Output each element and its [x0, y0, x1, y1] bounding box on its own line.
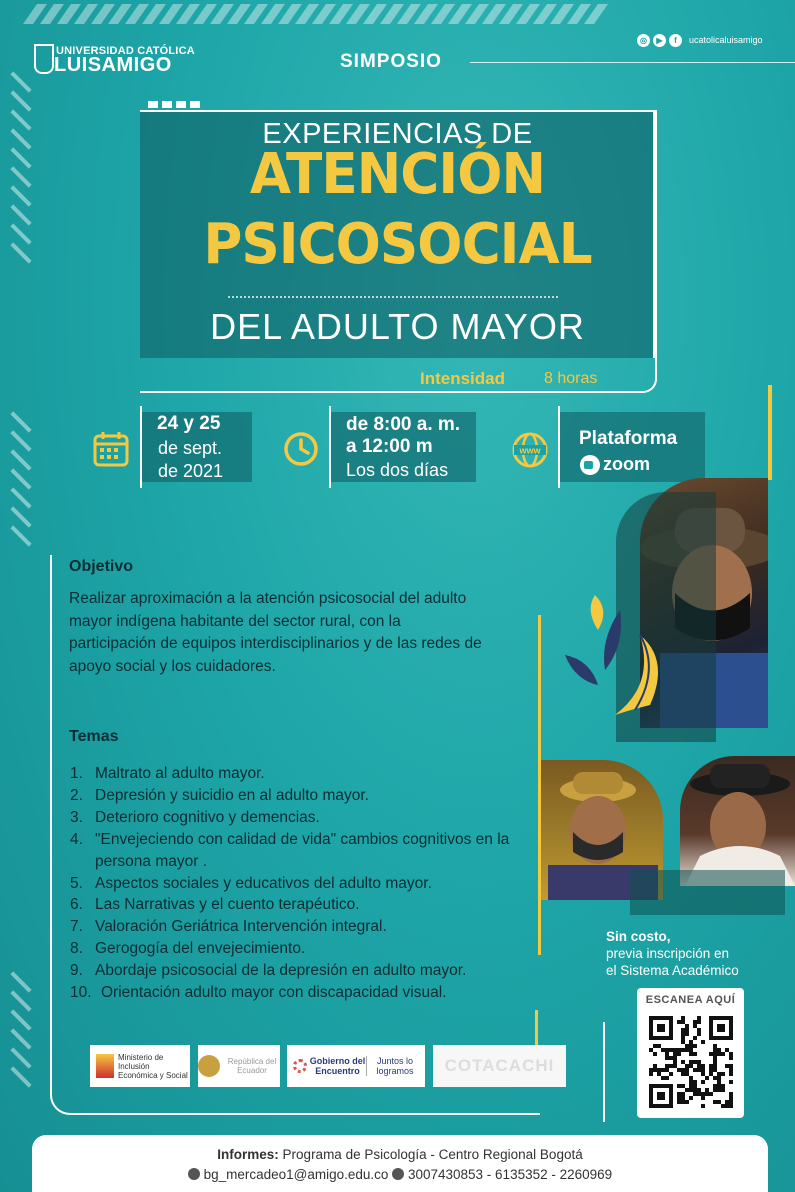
topic-number: 1.: [70, 765, 83, 782]
topic-number: 5.: [70, 874, 83, 892]
topic-item: [70, 894, 540, 916]
topics-heading: Temas: [69, 728, 119, 745]
sponsor-republica: [198, 1045, 280, 1087]
stripe-decoration: [10, 525, 31, 546]
svg-text:www: www: [519, 445, 541, 456]
qr-code-icon[interactable]: [649, 1016, 733, 1113]
time-line2: a 12:00 m: [346, 436, 433, 457]
intensity-label: Intensidad: [420, 369, 506, 388]
stripe-decoration: [10, 430, 31, 451]
sponsor-cotacachi: [433, 1045, 566, 1087]
stripe-decoration: [10, 204, 31, 225]
topics-list: [70, 763, 540, 1004]
topic-number: 2.: [70, 786, 83, 804]
title-dots-decoration: [148, 101, 200, 108]
sponsor-republica-label: República del Ecuador: [227, 1057, 277, 1075]
stripe-decoration: [10, 468, 31, 489]
social-handle: ucatolicaluisamigo: [689, 35, 763, 45]
ministerio-emblem-icon: [96, 1054, 114, 1078]
title-line3: PSICOSOCIAL: [203, 212, 592, 277]
sponsor-juntos-label: Juntos lo logramos: [366, 1056, 420, 1076]
university-logo: [34, 44, 195, 76]
topic-item: [70, 938, 540, 960]
time-line1: de 8:00 a. m.: [346, 414, 461, 435]
date-divider: [140, 406, 142, 488]
topic-number: 10.: [70, 984, 92, 1002]
qr-panel[interactable]: [637, 988, 744, 1118]
phone-icon: [392, 1168, 404, 1180]
topic-number: 8.: [70, 940, 83, 958]
title-dotted-divider: [228, 296, 558, 298]
footer: [32, 1135, 768, 1192]
registration-line3: el Sistema Académico: [606, 963, 739, 978]
footer-contact-line: [32, 1167, 768, 1182]
topic-text: Las Narrativas y el cuento terapéutico.: [95, 896, 360, 914]
stripe-decoration: [10, 90, 31, 111]
topic-text: Deterioro cognitivo y demencias.: [95, 808, 320, 826]
topic-text: Aspectos sociales y educativos del adulto mayor.: [95, 874, 432, 892]
topic-text: Depresión y suicidio en al adulto mayor.: [95, 786, 369, 804]
topic-text: Abordaje psicosocial de la depresión en adulto mayor.: [95, 962, 467, 980]
topic-text: Maltrato al adulto mayor.: [95, 765, 265, 782]
stripe-decoration: [10, 506, 31, 527]
video-camera-icon: [580, 455, 600, 475]
stripe-decoration: [10, 971, 31, 992]
email-icon: [188, 1168, 200, 1180]
stripe-decoration: [10, 223, 31, 244]
accent-bar-right: [768, 385, 772, 480]
clock-icon: [282, 430, 320, 473]
photo-strip-teal: [630, 870, 785, 915]
sponsor-ministerio: [90, 1045, 190, 1087]
event-type: SIMPOSIO: [340, 51, 442, 72]
title-line2: ATENCIÓN: [249, 142, 546, 207]
ecuador-shield-icon: [198, 1055, 220, 1077]
topic-number: 7.: [70, 918, 83, 936]
stripe-decoration: [10, 185, 31, 206]
stripe-decoration: [10, 1066, 31, 1087]
date-line2: de sept.: [158, 438, 223, 458]
stripe-decoration: [10, 487, 31, 508]
registration-line2: previa inscripción en: [606, 946, 730, 961]
topic-item: [70, 807, 540, 829]
left-stripes-bottom: [0, 980, 40, 1100]
sponsor-cotacachi-label: COTACACHI: [444, 1056, 555, 1075]
footer-phones[interactable]: 3007430853 - 6135352 - 2260969: [407, 1167, 613, 1182]
topic-item: [70, 763, 540, 785]
stripe-decoration: [10, 242, 31, 263]
left-stripes-top: [0, 80, 40, 270]
topic-number: 9.: [70, 962, 83, 980]
sponsor-gobierno-label: Gobierno del Encuentro: [309, 1056, 366, 1076]
accent-bar-qr: [603, 1022, 605, 1122]
qr-label: ESCANEA AQUÍ: [645, 994, 736, 1006]
time-line3: Los dos días: [346, 460, 449, 480]
footer-info-line: [32, 1147, 768, 1162]
topic-text: Orientación adulto mayor con discapacidad visual.: [101, 984, 447, 1002]
topic-text: Gerogogía del envejecimiento.: [95, 940, 306, 958]
time-divider: [329, 406, 331, 488]
topic-number: 3.: [70, 808, 83, 826]
objective-heading: Objetivo: [69, 558, 134, 575]
topic-item: [70, 829, 540, 873]
header-divider: [470, 62, 795, 63]
stripe-decoration: [10, 166, 31, 187]
facebook-icon[interactable]: f: [669, 34, 682, 47]
topic-number: 6.: [70, 896, 83, 914]
zoom-logo: [580, 454, 650, 475]
objective-text: Realizar aproximación a la atención psicosocial del adulto mayor indígena habitante del sector rural, con la participación de equipos interdisciplinarios y de las redes de apoyo social y los cuidadores.: [69, 590, 482, 675]
platform-divider: [558, 406, 560, 488]
photo-elder-woman: [680, 756, 795, 886]
university-name-line2: LUISAMIGO: [54, 54, 172, 76]
topic-text: "Envejeciendo con calidad de vida" cambios cognitivos en la persona mayor .: [95, 830, 510, 870]
youtube-icon[interactable]: ▶: [653, 34, 666, 47]
footer-email[interactable]: bg_mercadeo1@amigo.edu.co: [203, 1167, 389, 1182]
university-name-line1: UNIVERSIDAD CATÓLICA: [56, 45, 195, 57]
title-line4: DEL ADULTO MAYOR: [210, 306, 585, 347]
leaves-decoration-icon: [560, 590, 680, 725]
footer-info-label: Informes:: [217, 1147, 279, 1162]
registration-note: [606, 928, 739, 979]
stripe-decoration: [10, 1028, 31, 1049]
top-stripe-band: [30, 0, 630, 26]
stripe-decoration: [10, 449, 31, 470]
topic-text: Valoración Geriátrica Intervención integral.: [95, 918, 387, 936]
topic-item: [70, 916, 540, 938]
calendar-icon: [92, 430, 130, 473]
topic-item: [70, 982, 540, 1004]
topic-item: [70, 785, 540, 807]
stripe-decoration: [10, 1009, 31, 1030]
social-links: [637, 33, 763, 47]
platform-name: zoom: [603, 454, 650, 474]
registration-line1: Sin costo,: [606, 929, 671, 944]
globe-www-icon: [510, 430, 550, 475]
topic-number: 4.: [70, 830, 83, 848]
shield-icon: [34, 44, 54, 74]
intensity-value: 8 horas: [544, 370, 598, 387]
footer-info-text: Programa de Psicología - Centro Regional Bogotá: [282, 1147, 583, 1162]
stripe-decoration: [10, 990, 31, 1011]
sponsor-ministerio-label: Ministerio de Inclusión Económica y Social: [118, 1052, 188, 1080]
sponsor-gobierno: [287, 1045, 425, 1087]
topic-item: [70, 873, 540, 895]
stripe-decoration: [10, 411, 31, 432]
instagram-icon[interactable]: ◎: [637, 34, 650, 47]
topic-item: [70, 960, 540, 982]
platform-label: Plataforma: [579, 428, 678, 449]
stripe-decoration: [10, 71, 31, 92]
stripe-decoration: [10, 1047, 31, 1068]
title-line1: EXPERIENCIAS DE: [262, 118, 533, 150]
date-line3: de 2021: [158, 461, 224, 481]
date-line1: 24 y 25: [157, 413, 221, 434]
left-stripes-middle: [0, 420, 40, 560]
gobierno-emblem-icon: [293, 1059, 307, 1073]
